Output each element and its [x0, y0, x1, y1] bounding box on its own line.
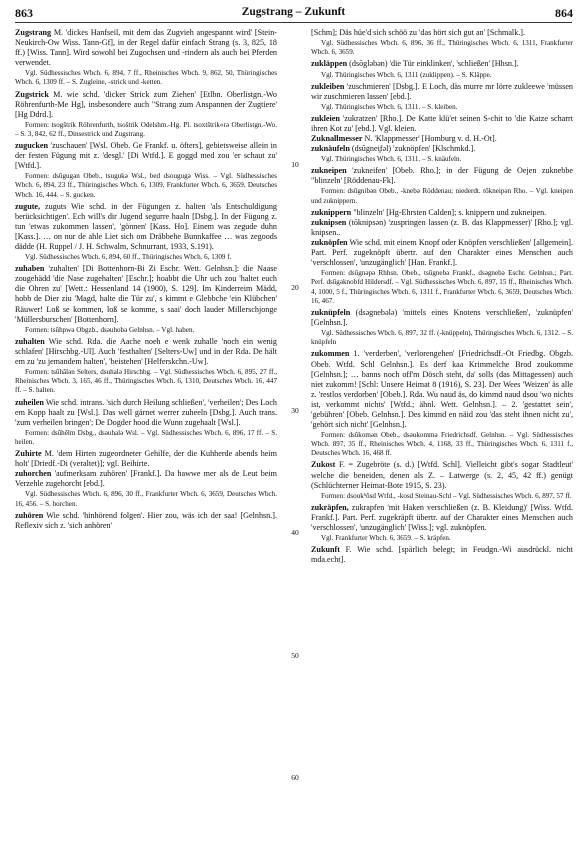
headword: zukräpfen,	[311, 502, 349, 512]
left-column	[15, 28, 277, 531]
header-rule	[15, 22, 572, 23]
dictionary-entry: zuknippern "blinzeln' [Hg-Ehrsten Calden]; s. knippern und zukneipen.	[311, 207, 547, 217]
headword: zukleien	[311, 114, 340, 123]
reference-note: Vgl. Südhessisches Wbch. 6, 896, 36 ff., Thüringisches Wbch. 6, 1311, Frankfurter Wbch. 6, 3659.	[311, 39, 573, 57]
headword: zugucken	[15, 141, 48, 151]
running-title: Zugstrang – Zukunft	[241, 6, 346, 18]
dictionary-entry: zuknöpfen Wie schd. mit einem Knopf oder Knöpfen verschließen' [allgemein]. Part. Perf. zugeknöpft übertr. auf den Charakter eines Menschen auch 'verschlossen', 'unzugänglich' [Han. Frankf.].	[311, 238, 573, 268]
reference-note: Formen: tsogštrik Röhrenfurth, tsoštrik Odelshm.-Hg. Pl. tsoxtštrik«rə Oberlistgn.-Wo. – S. 3, 842, 62 ff., Dinsestrick und Zugstrang.	[15, 120, 277, 138]
reference-note: Formen: dsūhēlm Dsbg., dsəuhalə Wsl. – Vgl. Südhessisches Wbch. 6, 896, 17 ff. – S. heilen.	[15, 428, 277, 446]
headword: Zugstrang	[15, 28, 52, 37]
reference-note: Formen: tsūhālən Selters, dsuhalə Hirschbg. – Vgl. Südhessisches Wbch. 6, 895, 27 ff., Rheinisches Wbch. 3, 165, 46 ff., Thüringisches Wbch. 6, 1310, Deutsches Wbch. 16, 447 ff. – S. halten.	[15, 367, 277, 395]
line-number: 10	[291, 160, 299, 169]
line-number: 60	[291, 773, 299, 782]
headword: Zugstrick	[15, 89, 49, 99]
dictionary-entry: Zukunft F. Wie schd. [spärlich belegt; in Feudgn.-Wi ausdrückl. nicht mda.echt].	[311, 545, 573, 565]
reference-note: Vgl. Südhessisches Wbch. 6, 894, 60 ff., Thüringisches Wbch. 6, 1309 f.	[25, 253, 232, 262]
reference-note: Formen: dsūgugən Obeb., tsugukə Wsl., bed dsougugə Wiss. – Vgl. Südhessisches Wbch. 6, 894, 23 ff., Thüringisches Wbch. 6, 1309, Frankfurter Wbch. 6, 3659, Deutsches Wbch. 16, 444. – S. gucken.	[15, 172, 277, 199]
right-column	[311, 28, 573, 565]
headword: zukneipen	[311, 166, 347, 176]
dictionary-entry: zugute, zuguts Wie schd. in der Fügungen z. halten 'als Entschuldigung berücksichtigen'. Ech will's dir Jugend segurre haaln [Dsbg.]. In der Fügung z. tun 'etwas zukommen lassen', 'gönnen' [Kass. Ho]. Einem was zegude duhn [Kass.]. … on nur de ahle Liet sich om Dräbbehe Bunnkaffee … was zegoods dädde (H. Ruppel / J. H. Schwalm, Schnurrant, 1933, S.191).	[15, 201, 277, 252]
page-header	[0, 6, 587, 22]
page-number-left: 863	[15, 6, 33, 20]
headword: zuknäufeln	[311, 144, 350, 154]
headword: Zukost	[311, 460, 336, 470]
dictionary-entry: zukläppen (dsōgləbən) 'die Tür einklinken', 'schließen' [Hhsn.].	[311, 59, 519, 69]
dictionary-entry: zukommen 1. 'verderben', 'verlorengehen' [Friedrichsdf.-Ot Friedbg. Obgzb. Obeb. Wtfd. Schl Gelnhsn.]. Es derf kaa Krimmelche Brod zoukomme [Gelnhsn.]; … banns noch off'm Dösch steht, da' solls (das Mittagessen) auch niet zukomm! [Schl: Unsere Heimat 8 (1916), S. 23]. Der Wees 'Weizen' äs alle z. 'restlos verdorben' [Obeb.]. Rda. Wu naud äs, do kimmd naud dsou 'wo nichts ist, verkommt nichts' [Wtfd.; ähnl. Wett. Gelnhsn.]. – 2. 'gestattet sein', 'gebühren' [Obeb. Gelnhsn.]. Des kimmd en näid zou 'das steht ihnen nicht zu', 'gehört sich nicht' [Gelnhsn.].	[311, 349, 573, 429]
dictionary-entry: zuknipsen (tōknipsən) 'zuspringen lassen (z. B. das Klappmesser)' [Rho.]; vgl. knipsen..	[311, 217, 573, 237]
dictionary-entry: [Schm]; Däs hüe'd sich schöö zu 'das hört sich gut an' [Schmalk.].	[311, 28, 526, 37]
headword: zukleiben	[311, 81, 345, 91]
reference-note: Vgl. Thüringisches Wbch. 6, 1311 (zuklippen). – S. Kläppe.	[321, 70, 492, 79]
headword: zuhorchen	[15, 469, 52, 479]
headword: zuknipsen	[311, 217, 347, 227]
dictionary-entry: zukneipen 'zukneifen' [Obeb. Rho.]; in der Fügung de Oejen zuknebbe "blinzeln' [Röddenau-Fk].	[311, 166, 573, 186]
line-number: 40	[291, 528, 299, 537]
reference-note: Vgl. Thüringisches Wbch. 6, 1311. – S. kleiben.	[321, 102, 458, 111]
dictionary-entry: zugucken 'zuschauen' [Wsl. Obeb. Ge Frankf. u. öfters], gebietsweise allein in der festen Fügung mit z. 'desgl.' [Di Wtfd.]. E goggd med zou 'er schaut zu' [Wtfd.].	[15, 141, 277, 171]
line-number: 20	[291, 283, 299, 292]
headword: zuhören	[15, 510, 44, 520]
reference-note: Formen: dsūgnibən Obeb., -knebə Röddenau; niederdt. tōkneipən Rho. – Vgl. kneipen und zuknippern.	[311, 187, 573, 205]
reference-note: Vgl. Frankfurter Wbch. 6, 3659. – S. kräpfen.	[321, 533, 451, 542]
dictionary-entry: zuhalten Wie schd. Rda. die Aache noeh e wenk zuhalle 'noch ein wenig schlafen' [Hirschbg.-Ul]. Auch 'festhalten' [Selters-Uw] und in der Rda. De hält em zu 'zu jemandem halten', 'beistehen' [Helferskchn.-Uw].	[15, 336, 277, 366]
dictionary-entry: zukleien 'zukratzen' [Rho.]. De Katte klü'et seinen S-chit to 'die Katze scharrt ihren Kot zu' [ebd.]. Vgl. kleien.	[311, 114, 573, 134]
dictionary-entry: zuhaben 'zuhalten' [Di Bottenhorn-Bi Zi Eschr. Wett. Gelnhsn.]: die Naase zougehädd 'die Nase zugehalten' [Eschr.]; hoabbt die Uhr uch zou 'haltet euch die Ohren zu' [Wett.: Hessenland 14 (1900), S. 129]. Im Kinderreim Mädd, hobb de Dier ziu 'Magd, halte die Tür zu', s kimmt e Glebbche 'ein Klübchen' Räuwer! Loß se kommen, loß se komme, s saai' doch lauder Millerschjonge 'Müllersburschen' [Bottenhorn].	[15, 264, 277, 324]
dictionary-entry: zuheilen Wie schd. intrans. 'sich durch Heilung schließen', 'verheilen'; Des Loch em Kopp haalt zu [Wsl.]. Das well gärnet werrer zuheeln [Dsbg.]. Auch trans. 'zum verheilen bringen'; De Dogder hood die Wunn zugehaalt [Wsl.].	[15, 397, 277, 427]
page-number-right: 864	[555, 6, 573, 20]
headword: Zuknallmesser	[311, 134, 363, 144]
dictionary-entry: Zuhirte M. 'dem Hirten zugeordneter Gehilfe, der die Kuhherde abends heim holt' [Driedf.-Di (veraltet)]; vgl. Beihirte.	[15, 449, 277, 469]
reference-note: Formen: tsūhpwə Obgzb., dsəuhobə Gelnhsn. – Vgl. haben.	[25, 325, 195, 334]
headword: zukläppen	[311, 59, 348, 69]
headword: Zukunft	[311, 545, 340, 555]
reference-note: Formen: dsūgnəpə Rhhsn. Obeb., tsūgnebə Frankf., dsəgnebə Eschr. Gelnhsn.; Part. Perf. dsūgəknobfd Hildersdf. – Vgl. Südhessisches Wbch. 6, 897, 15 ff., Rheinisches Wbch. 4, 1000, 5 f., Thüringisches Wbch. 6, 1311 f., Frankfurter Wbch. 6, 3659, Deutsches Wbch. 16, 467.	[311, 269, 573, 305]
reference-note: Vgl. Südhessisches Wbch. 6, 894, 7 ff., Rheinisches Wbch. 9, 862, 50, Thüringisches Wbch. 6, 1309 ff. – S. Zugleine, -strick und -ketten.	[15, 69, 277, 87]
dictionary-entry: zuhören Wie schd. 'hinhörend folgen'. Hier zou, wäs ich der saa! [Gelnhsn.]. Reflexiv sich z. 'sich anhören'	[15, 510, 277, 530]
dictionary-entry: Zukost F. = Zugebröte (s. d.) [Wtfd. Schl]. Vielleicht gibt's sogar Stadtleut' welche die beneiden, denen als Z. – Latwerge (s. 2, 45, 42 ff.) genügt (Schlüchterner Heimat-Bote 1915, S. 23).	[311, 460, 573, 490]
line-number: 30	[291, 406, 299, 415]
headword: zuhalten	[15, 336, 45, 346]
dictionary-entry: zukleiben 'zuschmieren' [Dsbg.]. E Loch, däs murre mr lörre zukleewe 'müssen wir zuschmieren lassen' [ebd.].	[311, 81, 573, 101]
headword: zuknippern	[311, 207, 352, 217]
headword: zugute,	[15, 201, 41, 211]
dictionary-entry: zuknäufeln (dsūgnei̯fəl) 'zuknöpfen' [Klschmkd.].	[311, 144, 476, 154]
headword: Zuhirte	[15, 449, 42, 459]
headword: zuheilen	[15, 397, 44, 407]
reference-note: Vgl. Thüringisches Wbch. 6, 1311. – S. knäufeln.	[321, 155, 462, 164]
headword: zukommen	[311, 349, 350, 359]
line-number: 50	[291, 651, 299, 660]
dictionary-entry: zuhorchen 'aufmerksam zuhören' [Frankf.]. Da hawwe mer als de Leut beim Verzehle zugehorcht [ebd.].	[15, 469, 277, 489]
reference-note: Formen: dsoukʰōsd Wtfd., -kosd Steinau-Schl – Vgl. Südhessisches Wbch. 6, 897, 57 ff.	[321, 491, 572, 500]
dictionary-entry: zukräpfen, zukrapfen 'mit Haken verschließen (z. B. Kleidung)' [Wiss. Wtfd. Frankf.]. Part. Perf. zugekräpft übertr. auf der Charakter eines Menschen auch 'verschlossen', 'unzugänglich' [Wiss.]; vgl. zuknöpfen.	[311, 502, 573, 532]
dictionary-entry: Zuknallmesser N. 'Klappmesser' [Homburg v. d. H.-Ot].	[311, 134, 497, 144]
headword: zuhaben	[15, 264, 45, 274]
headword: zuknöpfen	[311, 238, 348, 248]
reference-note: Vgl. Südhessisches Wbch. 6, 896, 30 ff., Frankfurter Wbch. 6, 3659, Deutsches Wbch. 16, 456. – S. horchen.	[15, 490, 277, 508]
headword: zuknüpfeln	[311, 307, 351, 317]
dictionary-entry: Zugstrick M. wie schd. 'dicker Strick zum Ziehen' [Etlbn. Oberlistgn.-Wo Röhrenfurth-Me Hg], insbesondere auch "Strang zum Anspannen der Zugtiere' [Hg Ddrd.].	[15, 89, 277, 119]
dictionary-entry: zuknüpfeln (dsəgnebələ) 'mittels eines Knotens verschließen', 'zuknüpfen' [Gelnhsn.].	[311, 307, 573, 328]
reference-note: Formen: dsūkomən Obeb., dsəukommə Friedrichsdf. Gelnhsn. – Vgl. Südhessisches Wbch. 897, 35 ff., Rheinisches Wbch. 4, 1168, 33 ff., Thüringisches Wbch. 6, 1311 f., Deutsches Wbch. 16, 468 ff.	[311, 430, 573, 458]
dictionary-entry: Zugstrang M. 'dickes Hanfseil, mit dem das Zugvieh angespannt wird' [Stein-Neukirch-Ow Wiss. Tann-Gf], in der Regel dafür einfach Strang (s. 3, 825, 18 ff.) [Wiss. Tann]. Wird sowohl bei Zugochsen und -rindern als auch bei Pferden verwendet.	[15, 28, 277, 68]
reference-note: Vgl. Südhessisches Wbch. 6, 897, 32 ff. (-knüppeln), Thüringisches Wbch. 6, 1312. – S. knüpfeln	[311, 329, 573, 347]
